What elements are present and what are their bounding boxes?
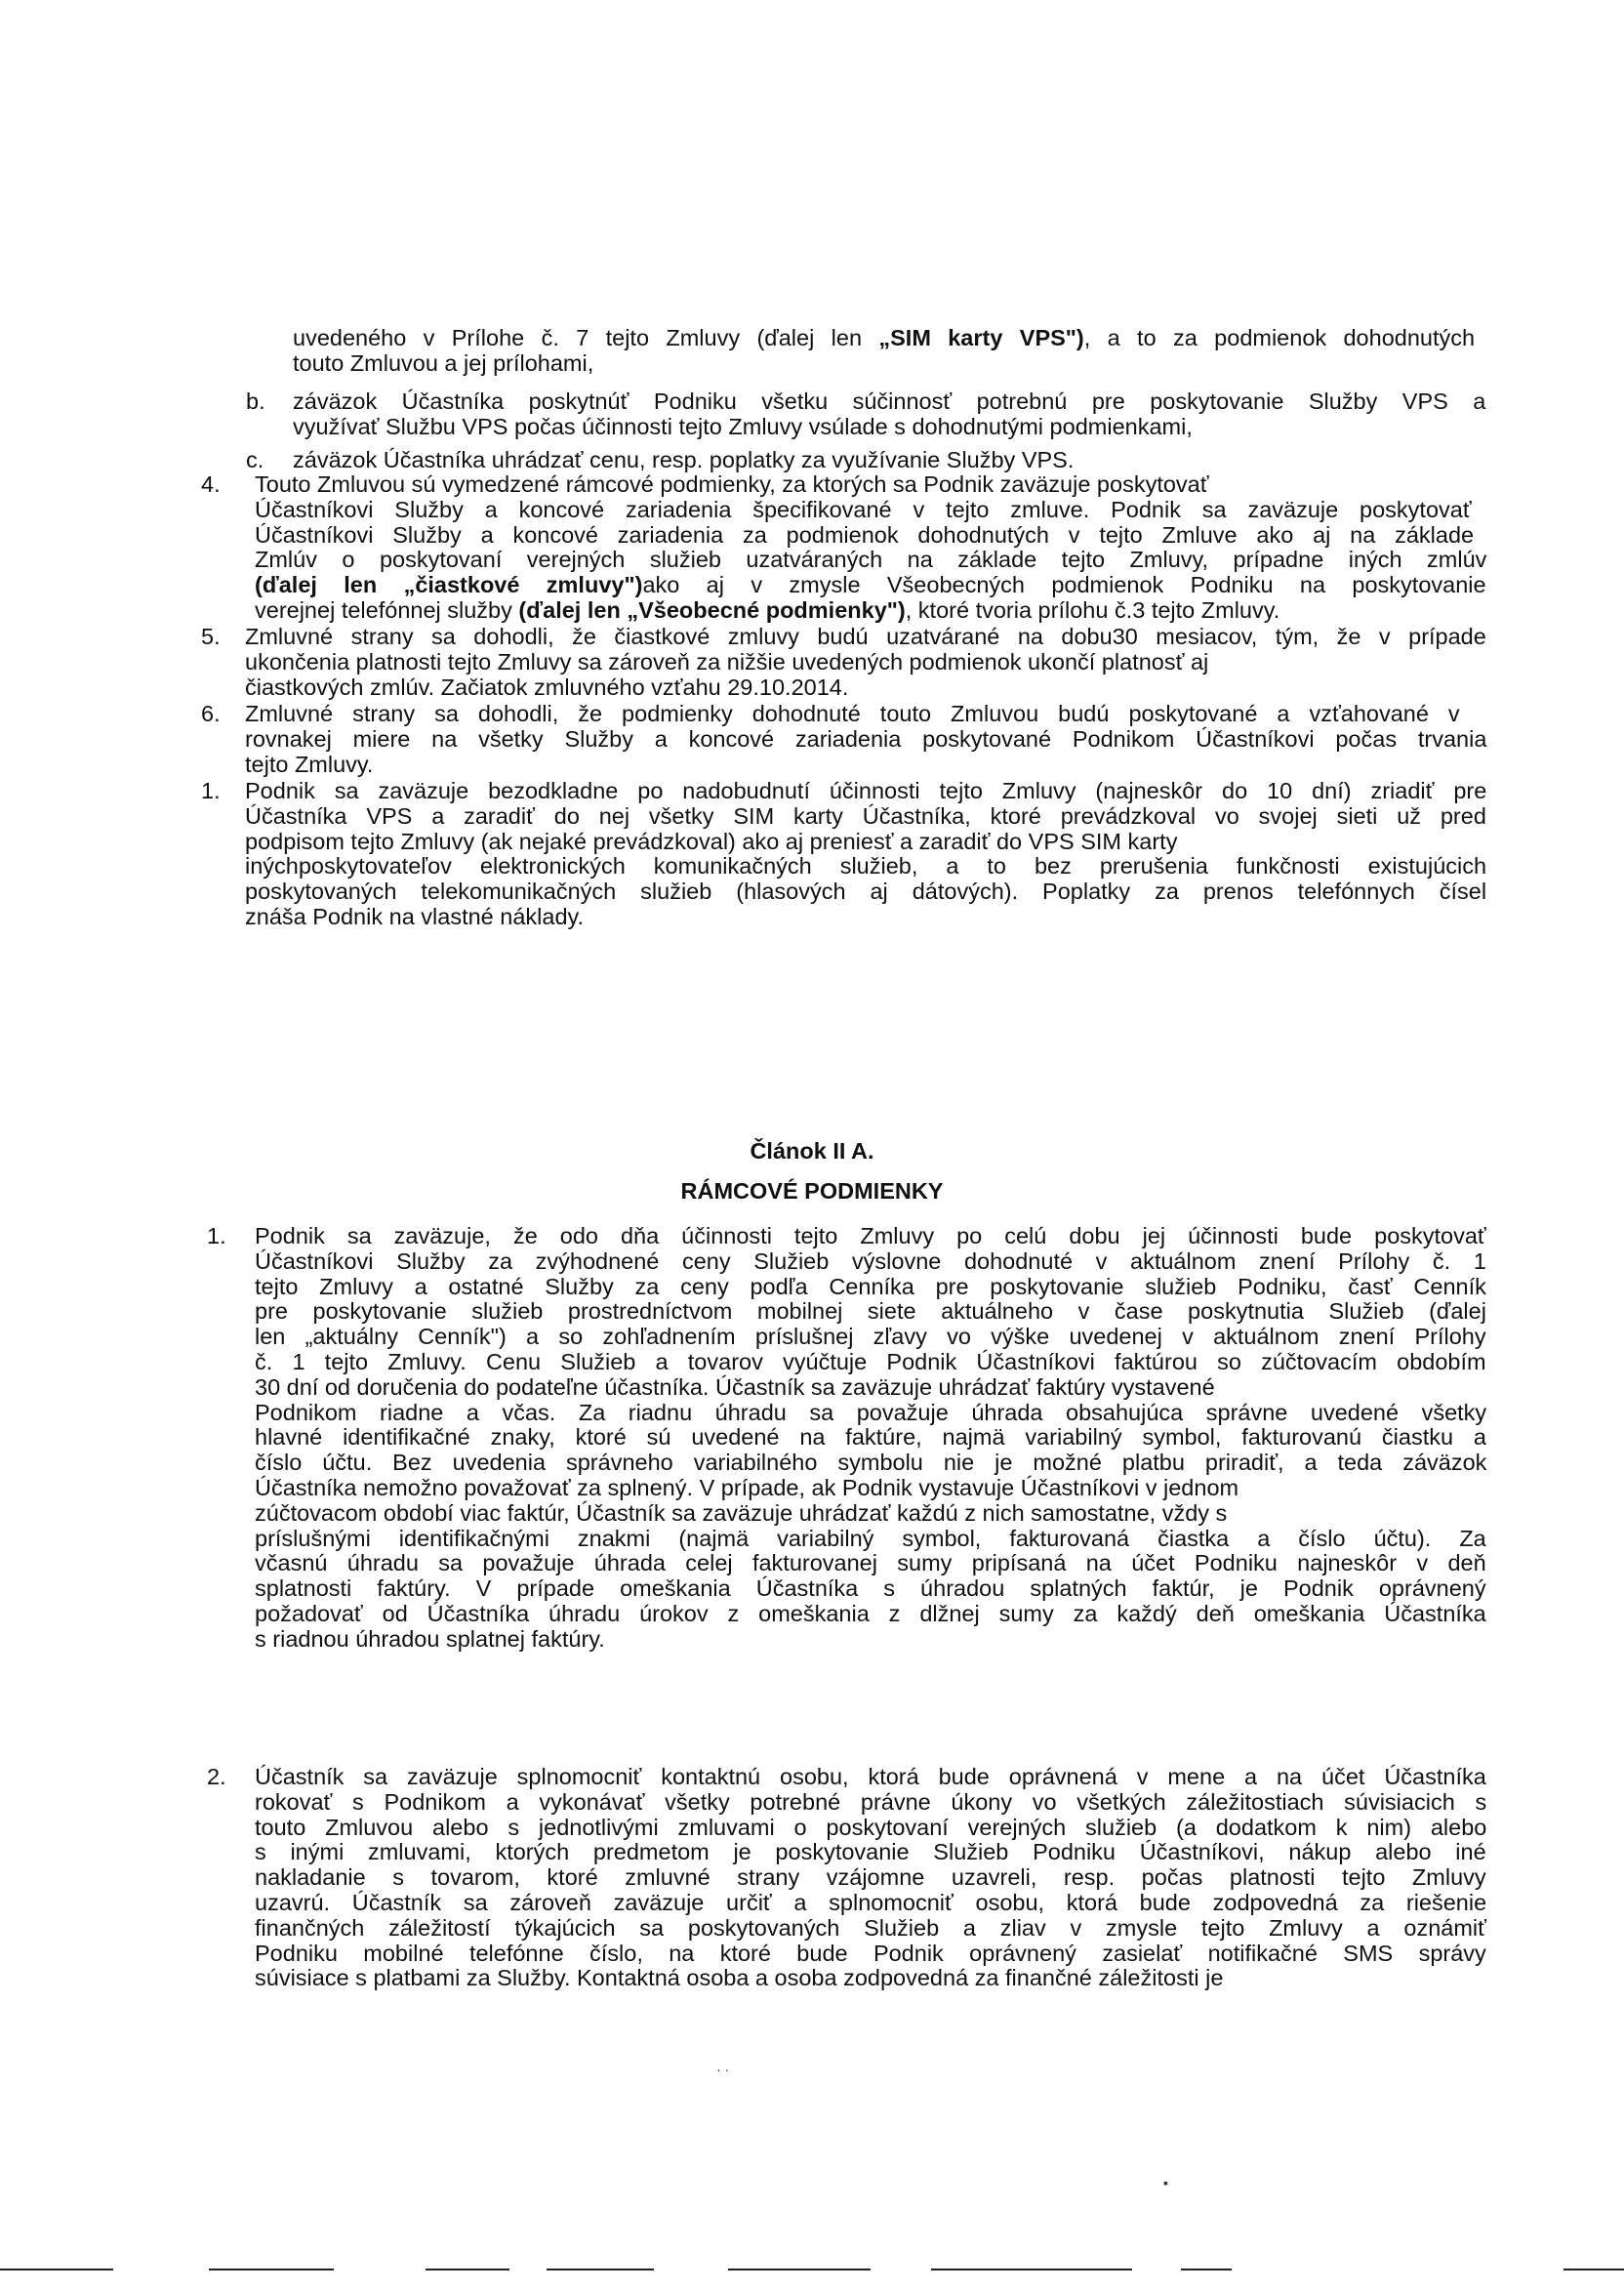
clause-b: [293, 389, 1485, 440]
text-line: zúčtovacom období viac faktúr, Účastník sa zaväzuje uhrádzať každú z nich samostatne, vždy s: [255, 1499, 1228, 1526]
text-line: Podnik sa zaväzuje, že odo dňa účinnosti tejto Zmluvy po celú dobu jej účinnosti bude poskytovať: [255, 1223, 1486, 1248]
text-line: Účastník sa zaväzuje splnomocniť kontaktnú osobu, ktorá bude oprávnená v mene a na účet Účastníka: [255, 1764, 1486, 1789]
section-2: [255, 1765, 1486, 1991]
footer-rule: [426, 2269, 509, 2270]
text-line: 30 dní od doručenia do podateľne účastníka. Účastník sa zaväzuje uhrádzať faktúry vystavené: [255, 1373, 1215, 1400]
item-number: 1.: [201, 778, 221, 803]
article-title: Článok II A.: [750, 1138, 874, 1164]
text-line: súvisiace s platbami za Služby. Kontaktná osoba a osoba zodpovedná za finančné záležitosti je: [255, 1965, 1224, 1991]
section-number: 1.: [207, 1223, 226, 1248]
footer-rule: [1181, 2269, 1232, 2270]
text-line: pre poskytovanie služieb prostredníctvom mobilnej siete aktuálneho v čase poskytnutia Služieb (ďalej: [255, 1298, 1486, 1325]
text-line: s inými zmluvami, ktorých predmetom je poskytovanie Služieb Podniku Účastníkovi, nákup alebo iné: [255, 1839, 1486, 1865]
text-line: verejnej telefónnej služby (ďalej len „Všeobecné podmienky"), ktoré tvoria prílohu č.3 tejto Zmluvy.: [255, 596, 1280, 623]
text-line: touto Zmluvou alebo s jednotlivými zmluvami o poskytovaní verejných služieb (a dodatkom k nim) alebo: [255, 1814, 1487, 1840]
footer-rule: [0, 2269, 113, 2270]
text-line: využívať Službu VPS počas účinnosti tejto Zmluvy vsúlade s dohodnutými podmienkami,: [293, 413, 1193, 439]
list-label-b: b.: [246, 388, 265, 414]
text-line: záväzok Účastníka uhrádzať cenu, resp. poplatky za využívanie Služby VPS.: [293, 447, 1075, 472]
text-line: s riadnou úhradou splatnej faktúry.: [255, 1625, 605, 1652]
footer-rule: [931, 2269, 1132, 2270]
text-line: Podniku mobilné telefónne číslo, na ktoré bude Podnik oprávnený zasielať notifikačné SMS správy: [255, 1940, 1486, 1966]
item-number: 6.: [201, 701, 221, 726]
scan-dot-mark: · ·: [716, 2062, 730, 2077]
clause-c: [293, 448, 1485, 473]
list-label-c: c.: [246, 447, 264, 472]
text-line: touto Zmluvou a jej prílohami,: [293, 349, 594, 376]
text-line: Podnik sa zaväzuje bezodkladne po nadobudnutí účinnosti tejto Zmluvy (najneskôr do 10 dní) zriadiť pre: [245, 778, 1487, 803]
text-line: rokovať s Podnikom a vykonávať všetky potrebné právne úkony vo všetkých záležitostiach súvisiacich s: [255, 1788, 1487, 1815]
section-number: 2.: [207, 1764, 226, 1789]
text-line: Zmlúv o poskytovaní verejných služieb uzatváraných na základe tejto Zmluvy, prípadne iných zmlúv: [255, 547, 1487, 573]
text-line: uvedeného v Prílohe č. 7 tejto Zmluvy (ďalej len „SIM karty VPS"), a to za podmienok dohodnutých: [293, 325, 1476, 350]
section-1: [255, 1224, 1486, 1653]
text-line: Zmluvné strany sa dohodli, že čiastkové zmluvy budú uzatvárané na dobu30 mesiacov, tým, že v prípade: [245, 624, 1486, 649]
footer-rule: [728, 2269, 871, 2270]
defined-term: (ďalej len „čiastkové zmluvy"): [255, 572, 643, 598]
text-line: čiastkových zmlúv. Začiatok zmluvného vzťahu 29.10.2014.: [245, 674, 849, 700]
text-line: č. 1 tejto Zmluvy. Cenu Služieb a tovarov vyúčtuje Podnik Účastníkovi faktúrou so zúčtovacím obdobím: [255, 1348, 1486, 1374]
item-5: [245, 625, 1486, 700]
text-line: finančných záležitostí týkajúcich sa poskytovaných Služieb a zliav v zmysle tejto Zmluvy a oznámiť: [255, 1914, 1486, 1941]
text-line: Účastníkovi Služby za zvýhodnené ceny Služieb výslovne dohodnuté v aktuálnom znení Prílohy č. 1: [255, 1247, 1486, 1274]
item-4: [255, 472, 1486, 624]
text-line: Zmluvné strany sa dohodli, že podmienky dohodnuté touto Zmluvou budú poskytované a vzťahované v: [245, 701, 1460, 726]
text-line: hlavné identifikačné znaky, ktoré sú uvedené na faktúre, najmä variabilný symbol, fakturovanú čiastku a: [255, 1424, 1486, 1451]
text-line: inýchposkytovateľov elektronických komunikačných služieb, a to bez prerušenia funkčnosti existujúcich: [245, 853, 1487, 879]
text-line: podpisom tejto Zmluvy (ak nejaké prevádzkoval) ako aj preniesť a zaradiť do VPS SIM karty: [245, 828, 1178, 854]
text-line: Touto Zmluvou sú vymedzené rámcové podmienky, za ktorých sa Podnik zaväzuje poskytovať: [255, 471, 1209, 497]
text-line: (ďalej len „čiastkové zmluvy")ako aj v zmysle Všeobecných podmienok Podniku na poskytovanie: [255, 572, 1486, 598]
text-line: znáša Podnik na vlastné náklady.: [245, 903, 585, 929]
text-line: splatnosti faktúry. V prípade omeškania Účastníka s úhradou splatných faktúr, je Podnik oprávnený: [255, 1575, 1486, 1602]
text-line: požadovať od Účastníka úhradu úrokov z omeškania z dlžnej sumy za každý deň omeškania Účastníka: [255, 1600, 1486, 1626]
footer-rule: [1563, 2269, 1624, 2270]
footer-rule: [547, 2269, 654, 2270]
text-line: nakladanie s tovarom, ktoré zmluvné strany vzájomne uzavreli, resp. počas platnosti tejto Zmluvy: [255, 1864, 1486, 1891]
text-line: Účastníka VPS a zaradiť do nej všetky SIM karty Účastníka, ktoré prevádzkoval vo svojej sieti už pred: [245, 802, 1486, 829]
text-line: príslušnými identifikačnými znakmi (najmä variabilný symbol, fakturovaná čiastka a číslo účtu). Za: [255, 1525, 1486, 1551]
scan-dot-mark: ▪: [1163, 2175, 1168, 2190]
item-1-sim: [245, 779, 1486, 930]
text-line: včasnú úhradu sa považuje úhrada celej fakturovanej sumy pripísaná na účet Podniku najneskôr v deň: [255, 1550, 1486, 1576]
text-line: záväzok Účastníka poskytnúť Podniku všetku súčinnosť potrebnú pre poskytovanie Služby VPS a: [293, 388, 1486, 414]
text-line: len „aktuálny Cenník") a so zohľadnením príslušnej zľavy vo výške uvedenej v aktuálnom znení Prílohy: [255, 1324, 1486, 1350]
item-number: 5.: [201, 624, 221, 649]
defined-term: „SIM karty VPS"): [878, 325, 1084, 350]
item-6: [245, 702, 1486, 777]
article-subtitle: RÁMCOVÉ PODMIENKY: [680, 1178, 944, 1204]
text-line: číslo účtu. Bez uvedenia správneho variabilného symbolu nie je možné platbu priradiť, a teda záväzok: [255, 1450, 1487, 1476]
text-line: Účastníkovi Služby a koncové zariadenia za podmienok dohodnutých v tejto Zmluve ako aj na základe: [255, 521, 1475, 548]
footer-rule: [209, 2269, 334, 2270]
text-line: poskytovaných telekomunikačných služieb (hlasových aj dátových). Poplatky za prenos telefónnych čísel: [245, 879, 1487, 905]
text-line: ukončenia platnosti tejto Zmluvy sa zároveň za nižšie uvedených podmienok ukončí platnosť aj: [245, 648, 1209, 675]
text-line: Podnikom riadne a včas. Za riadnu úhradu sa považuje úhrada obsahujúca správne uvedené všetky: [255, 1399, 1487, 1425]
text-line: Účastníka nemožno považovať za splnený. V prípade, ak Podnik vystavuje Účastníkovi v jednom: [255, 1474, 1239, 1500]
text-line: rovnakej miere na všetky Služby a koncové zariadenia poskytované Podnikom Účastníkovi počas trvania: [245, 725, 1487, 752]
text-line: Účastníkovi Služby a koncové zariadenia špecifikované v tejto zmluve. Podnik sa zaväzuje poskytovať: [255, 496, 1472, 522]
defined-term: (ďalej len „Všeobecné podmienky"): [518, 596, 906, 623]
text-line: tejto Zmluvy a ostatné Služby za ceny podľa Cenníka pre poskytovanie služieb Podniku, časť Cenník: [255, 1273, 1486, 1299]
top-continuation: [293, 326, 1485, 377]
text-line: uzavrú. Účastník sa zároveň zaväzuje určiť a splnomocniť osobu, ktorá bude zodpovedná za riešenie: [255, 1889, 1487, 1915]
text-line: tejto Zmluvy.: [245, 751, 374, 777]
item-number: 4.: [201, 471, 221, 497]
